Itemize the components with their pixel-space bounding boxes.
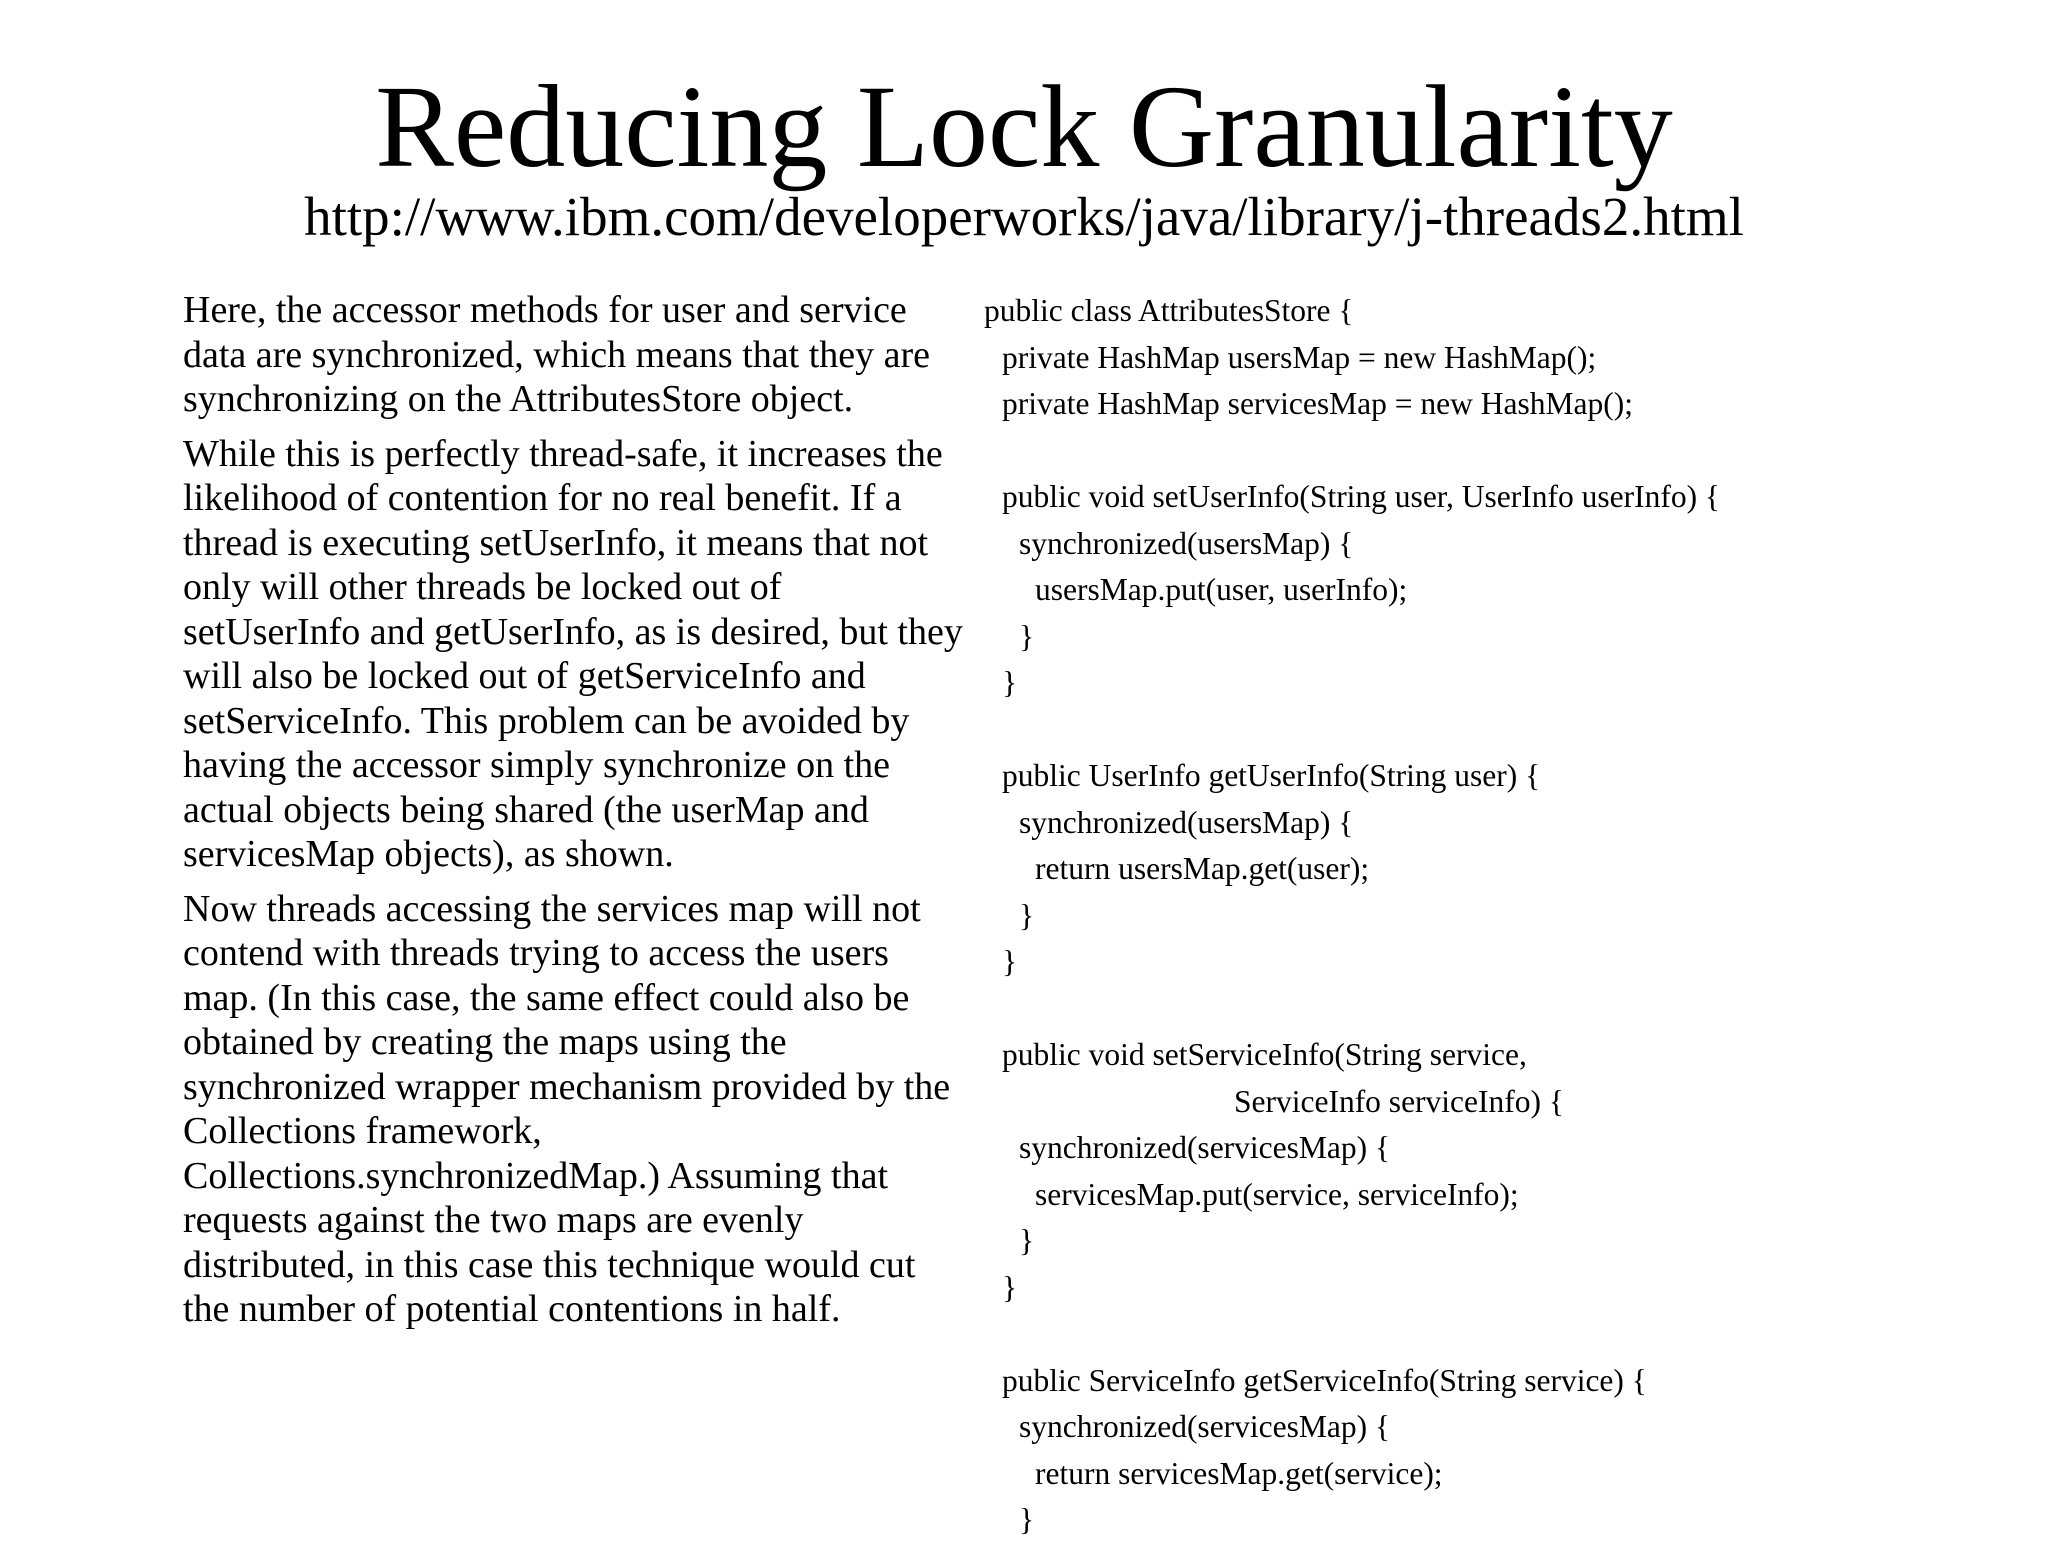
paragraph: Here, the accessor methods for user and service data are synchronized, which means that they are synchronizing on the AttributesStore object.	[183, 289, 931, 420]
code-line: }	[1019, 1223, 1035, 1258]
code-line	[984, 707, 2024, 754]
code-line: }	[1019, 618, 1035, 654]
code-line: }	[1002, 944, 1018, 979]
code-line: synchronized(usersMap) {	[1019, 525, 1354, 561]
source-url: http://www.ibm.com/developerworks/java/library/j-threads2.html	[304, 186, 1744, 247]
slide-title: Reducing Lock Granularity	[375, 61, 1673, 192]
code-line: public void setUserInfo(String user, UserInfo userInfo) {	[1002, 479, 1721, 514]
code-line: private HashMap usersMap = new HashMap();	[1002, 339, 1597, 375]
code-line: private HashMap servicesMap = new HashMap();	[1002, 386, 1633, 421]
code-line: ServiceInfo serviceInfo) {	[1234, 1083, 1564, 1119]
code-line: }	[1019, 897, 1035, 933]
code-listing	[984, 288, 2024, 1544]
code-line: public void setServiceInfo(String service,	[1002, 1037, 1527, 1072]
code-line: return usersMap.get(user);	[1035, 851, 1370, 886]
explanation-text	[183, 288, 963, 1342]
paragraph: While this is perfectly thread-safe, it increases the likelihood of contention for no real benefit. If a thread is executing setUserInfo, it means that not only will other threads be locked out of setUserInfo and getUserInfo, as is desired, but they will also be locked out of getServiceInfo and setServiceInfo. This problem can be avoided by having the accessor simply synchronize on the actual objects being shared (the userMap and servicesMap objects), as shown.	[183, 432, 963, 875]
code-line	[984, 428, 2024, 475]
code-line: }	[1002, 665, 1018, 700]
code-line: public ServiceInfo getServiceInfo(String service) {	[1002, 1362, 1647, 1398]
code-line: synchronized(servicesMap) {	[1019, 1409, 1391, 1444]
code-line: return servicesMap.get(service);	[1035, 1455, 1443, 1491]
code-line	[984, 1311, 2024, 1358]
code-line: servicesMap.put(service, serviceInfo);	[1035, 1176, 1519, 1212]
code-line: usersMap.put(user, userInfo);	[1035, 572, 1408, 607]
code-line: public class AttributesStore {	[984, 293, 1354, 328]
code-line: synchronized(usersMap) {	[1019, 804, 1354, 840]
code-line: public UserInfo getUserInfo(String user) {	[1002, 758, 1541, 793]
code-line: synchronized(servicesMap) {	[1019, 1130, 1391, 1165]
code-line: }	[1002, 1269, 1018, 1305]
code-line: }	[1019, 1502, 1035, 1537]
paragraph: Now threads accessing the services map will not contend with threads trying to access the users map. (In this case, the same effect could also be obtained by creating the maps using the synchronized wrapper mechanism provided by the Collections framework, Collections.synchronizedMap.) Assuming that requests against the two maps are evenly distributed, in this case this technique would cut the number of potential contentions in half.	[183, 887, 951, 1330]
code-line	[984, 986, 2024, 1033]
